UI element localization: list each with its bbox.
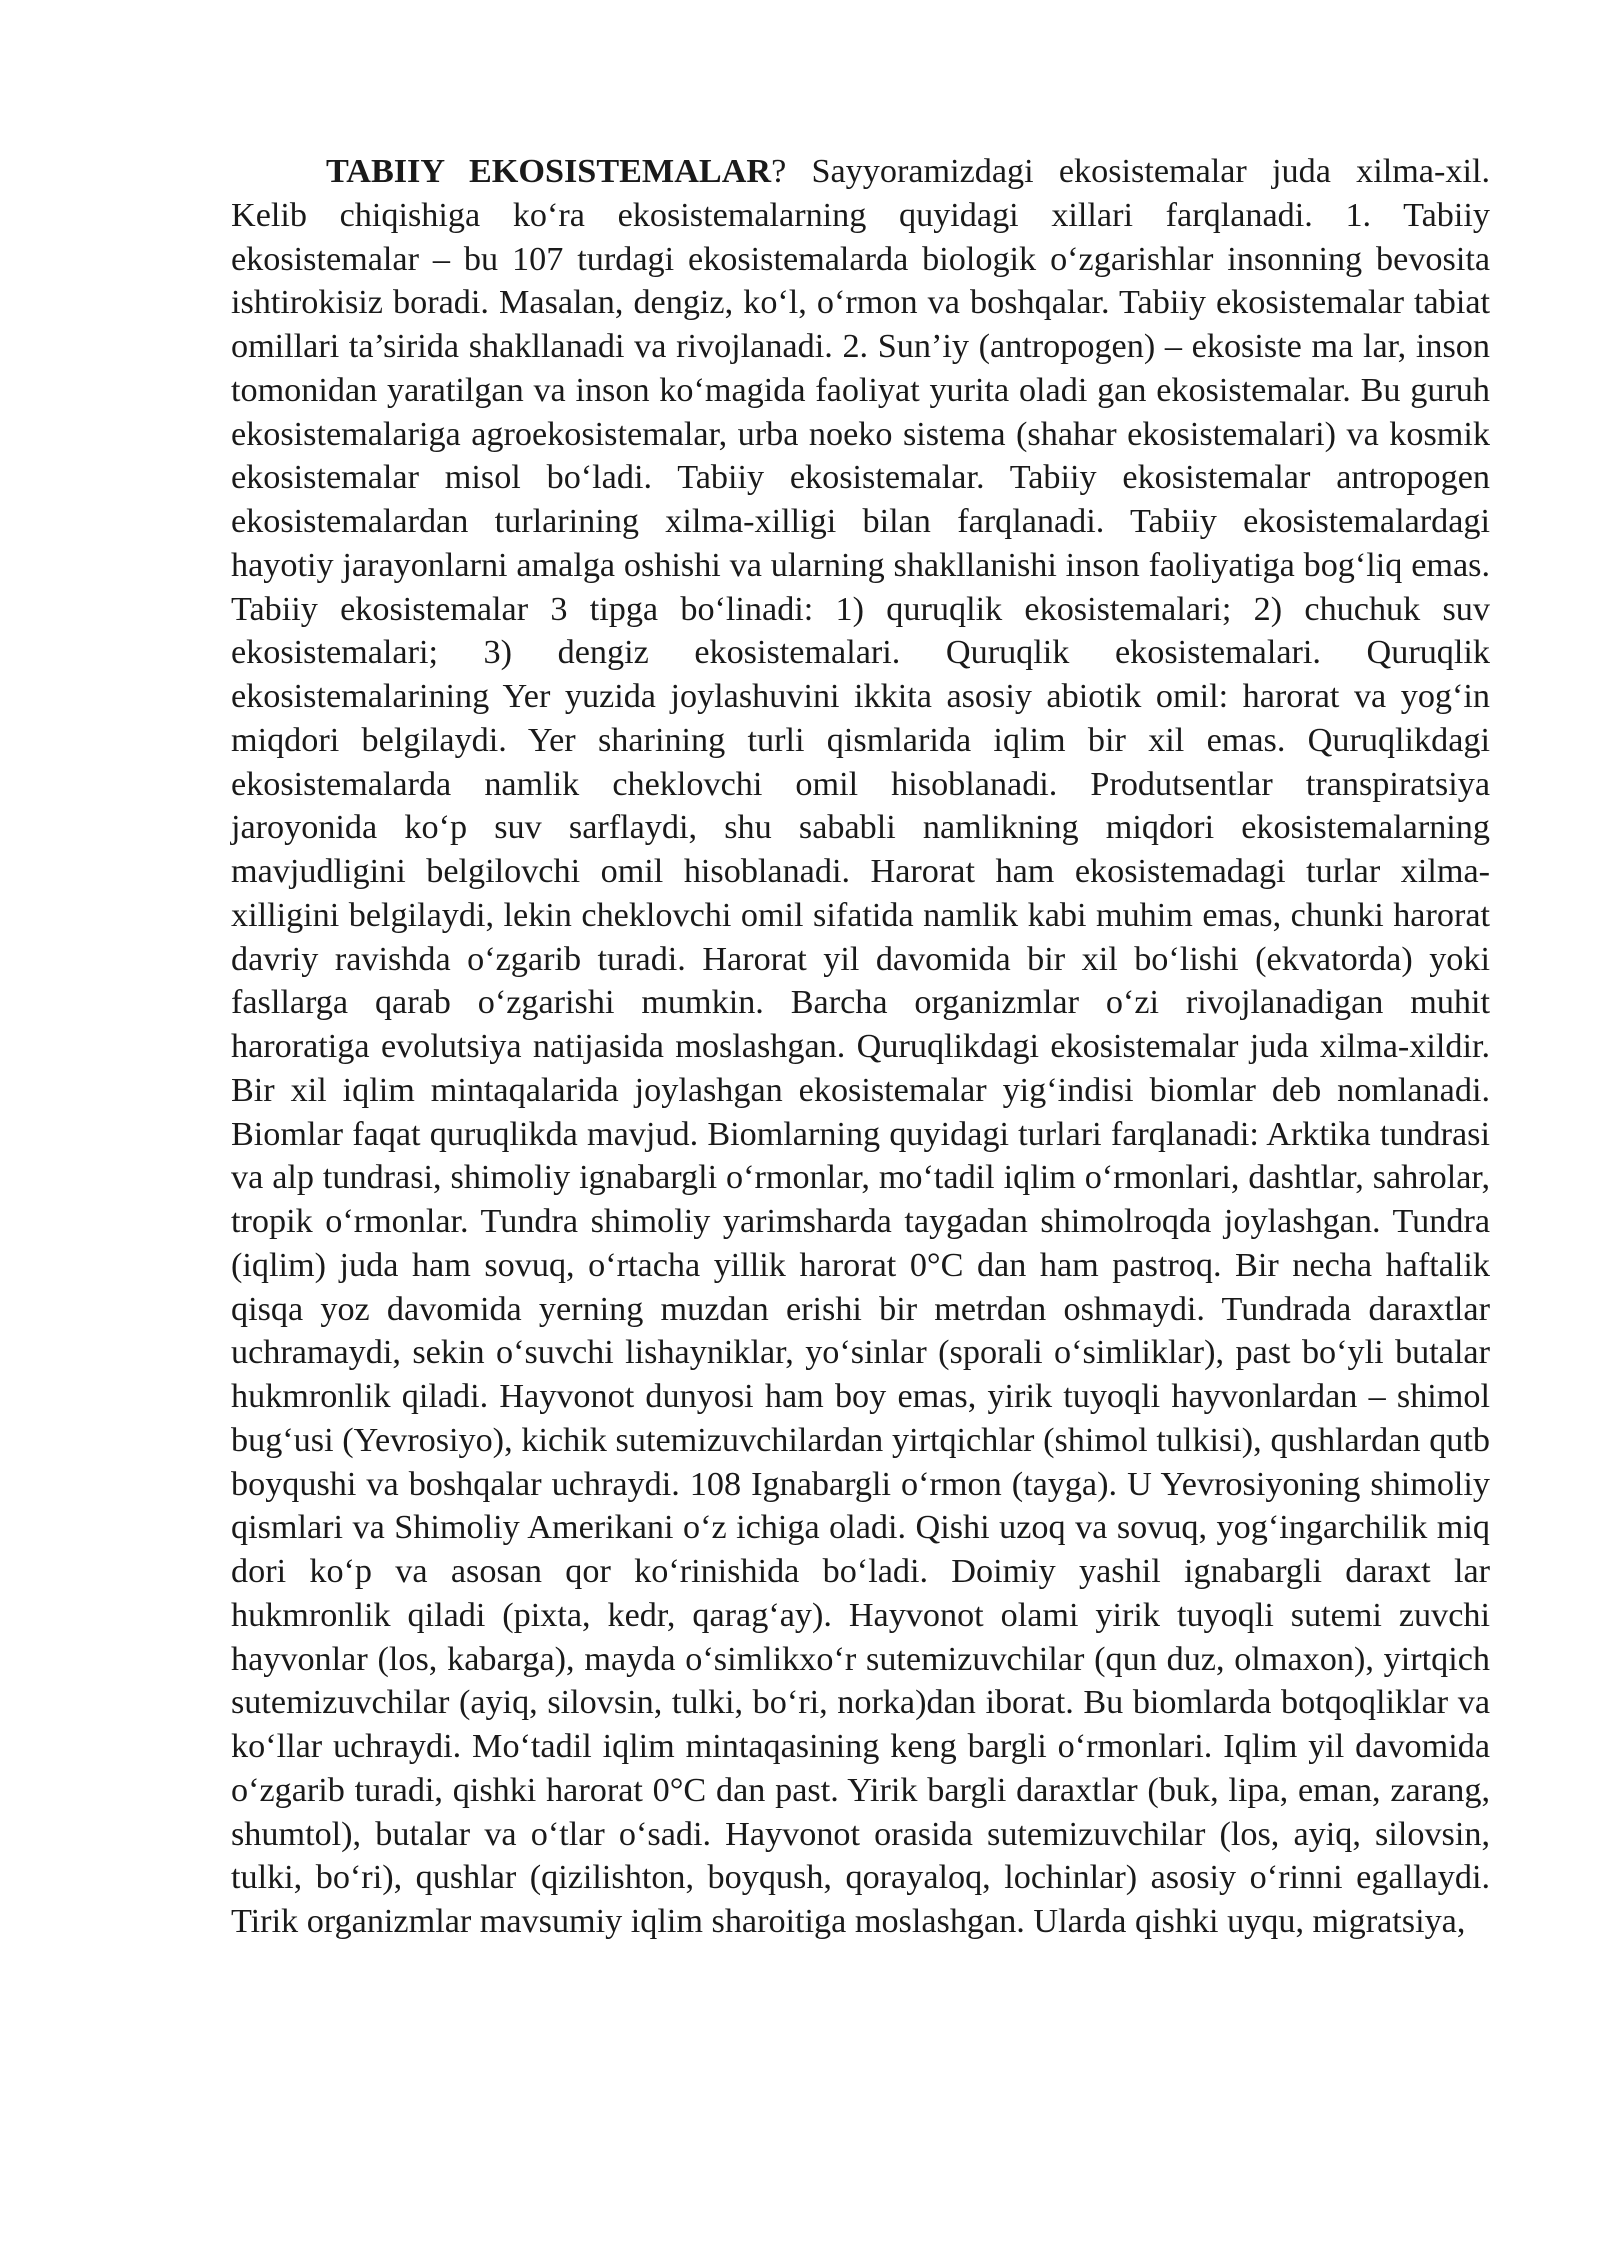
document-paragraph [231,150,1490,1944]
document-heading: TABIIY EKOSISTEMALAR [326,153,772,190]
document-body-text: ? Sayyoramizdagi ekosistemalar juda xilma-xil. Kelib chiqishiga ko‘ra ekosistemalarning quyidagi xillari farqlanadi. 1. Tabiiy ekosistemalar – bu 107 turdagi ekosistemalarda biologik o‘zgarishlar insonning bevosita ishtirokisiz boradi. Masalan, dengiz, ko‘l, o‘rmon va boshqalar. Tabiiy ekosistemalar tabiat omillari ta’sirida shakllanadi va rivojlanadi. 2. Sun’iy (antropogen) – ekosiste ma lar, inson tomonidan yaratilgan va inson ko‘magida faoliyat yurita oladi gan ekosistemalar. Bu guruh ekosistemalariga agroekosistemalar, urba noeko sistema (shahar ekosistemalari) va kosmik ekosistemalar misol bo‘ladi. Tabiiy ekosistemalar. Tabiiy ekosistemalar antropogen ekosistemalardan turlarining xilma-xilligi bilan farqlanadi. Tabiiy ekosistemalardagi hayotiy jarayonlarni amalga oshishi va ularning shakllanishi inson faoliyatiga bog‘liq emas. Tabiiy ekosistemalar 3 tipga bo‘linadi: 1) quruqlik ekosistemalari; 2) chuchuk suv ekosistemalari; 3) dengiz ekosistemalari. Quruqlik ekosistemalari. Quruqlik ekosistemalarining Yer yuzida joylashuvini ikkita asosiy abiotik omil: harorat va yog‘in miqdori belgilaydi. Yer sharining turli qismlarida iqlim bir xil emas. Quruqlikdagi ekosistemalarda namlik cheklovchi omil hisoblanadi. Produtsentlar transpiratsiya jaroyonida ko‘p suv sarflaydi, shu sababli namlikning miqdori ekosistemalarning mavjudligini belgilovchi omil hisoblanadi. Harorat ham ekosistemadagi turlar xilma-xilligini belgilaydi, lekin cheklovchi omil sifatida namlik kabi muhim emas, chunki harorat davriy ravishda o‘zgarib turadi. Harorat yil davomida bir xil bo‘lishi (ekvatorda) yoki fasllarga qarab o‘zgarishi mumkin. Barcha organizmlar o‘zi rivojlanadigan muhit haroratiga evolutsiya natijasida moslashgan. Quruqlikdagi ekosistemalar juda xilma-xildir. Bir xil iqlim mintaqalarida joylashgan ekosistemalar yig‘indisi biomlar deb nomlanadi. Biomlar faqat quruqlikda mavjud. Biomlarning quyidagi turlari farqlanadi: Arktika tundrasi va alp tundrasi, shimoliy ignabargli o‘rmonlar, mo‘tadil iqlim o‘rmonlari, dashtlar, sahrolar, tropik o‘rmonlar. Tundra shimoliy yarimsharda taygadan shimolroqda joylashgan. Tundra (iqlim) juda ham sovuq, o‘rtacha yillik harorat 0°C dan ham pastroq. Bir necha haftalik qisqa yoz davomida yerning muzdan erishi bir metrdan oshmaydi. Tundrada daraxtlar uchramaydi, sekin o‘suvchi lishayniklar, yo‘sinlar (sporali o‘simliklar), past bo‘yli butalar hukmronlik qiladi. Hayvonot dunyosi ham boy emas, yirik tuyoqli hayvonlardan – shimol bug‘usi (Yevrosiyo), kichik sutemizuvchilardan yirtqichlar (shimol tulkisi), qushlardan qutb boyqushi va boshqalar uchraydi. 108 Ignabargli o‘rmon (tayga). U Yevrosiyoning shimoliy qismlari va Shimoliy Amerikani o‘z ichiga oladi. Qishi uzoq va sovuq, yog‘ingarchilik miq dori ko‘p va asosan qor ko‘rinishida bo‘ladi. Doimiy yashil ignabargli daraxt lar hukmronlik qiladi (pixta, kedr, qarag‘ay). Hayvonot olami yirik tuyoqli sutemi zuvchi hayvonlar (los, kabarga), mayda o‘simlikxo‘r sutemizuvchilar (qun duz, olmaxon), yirtqich sutemizuvchilar (ayiq, silovsin, tulki, bo‘ri, norka)dan iborat. Bu biomlarda botqoqliklar va ko‘llar uchraydi. Mo‘tadil iqlim mintaqasining keng bargli o‘rmonlari. Iqlim yil davomida o‘zgarib turadi, qishki harorat 0°C dan past. Yirik bargli daraxtlar (buk, lipa, eman, zarang, shumtol), butalar va o‘tlar o‘sadi. Hayvonot orasida sutemizuvchilar (los, ayiq, silovsin, tulki, bo‘ri), qushlar (qizilishton, boyqush, qorayaloq, lochinlar) asosiy o‘rinni egallaydi. Tirik organizmlar mavsumiy iqlim sharoitiga moslashgan. Ularda qishki uyqu, migratsiya, [231,153,1490,1940]
